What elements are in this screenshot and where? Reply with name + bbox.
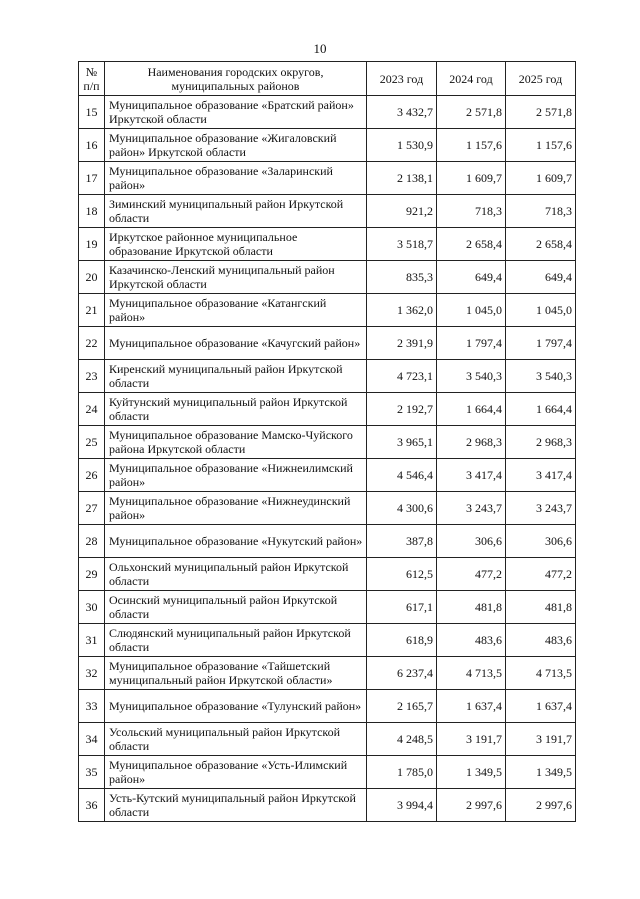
row-number: 23 [79,360,105,393]
row-number: 18 [79,195,105,228]
value-2024: 1 637,4 [437,690,506,723]
municipality-name: Муниципальное образование Мамско-Чуйского района Иркутской области [105,426,367,459]
municipality-name: Осинский муниципальный район Иркутской области [105,591,367,624]
municipality-name: Усть-Кутский муниципальный район Иркутской области [105,789,367,822]
value-2025: 1 349,5 [506,756,576,789]
table-row [79,624,576,657]
value-2024: 1 609,7 [437,162,506,195]
value-2025: 1 664,4 [506,393,576,426]
row-number: 34 [79,723,105,756]
value-2024: 1 045,0 [437,294,506,327]
header-2023: 2023 год [367,62,437,96]
municipality-name: Муниципальное образование «Заларинский район» [105,162,367,195]
municipality-name: Казачинско-Ленский муниципальный район Иркутской области [105,261,367,294]
value-2023: 1 785,0 [367,756,437,789]
value-2025: 477,2 [506,558,576,591]
value-2025: 1 157,6 [506,129,576,162]
value-2025: 481,8 [506,591,576,624]
table-row [79,690,576,723]
value-2023: 2 165,7 [367,690,437,723]
table-row [79,162,576,195]
value-2025: 2 997,6 [506,789,576,822]
table-row [79,96,576,129]
value-2023: 4 248,5 [367,723,437,756]
row-number: 22 [79,327,105,360]
table-row [79,756,576,789]
value-2024: 1 664,4 [437,393,506,426]
value-2024: 1 349,5 [437,756,506,789]
value-2025: 1 609,7 [506,162,576,195]
table-row [79,327,576,360]
value-2023: 4 300,6 [367,492,437,525]
value-2023: 1 362,0 [367,294,437,327]
value-2023: 617,1 [367,591,437,624]
municipality-name: Ольхонский муниципальный район Иркутской области [105,558,367,591]
municipality-name: Куйтунский муниципальный район Иркутской области [105,393,367,426]
table-header [79,62,576,96]
value-2025: 2 968,3 [506,426,576,459]
row-number: 31 [79,624,105,657]
value-2024: 3 243,7 [437,492,506,525]
table-row [79,591,576,624]
value-2024: 3 417,4 [437,459,506,492]
table-row [79,426,576,459]
value-2025: 2 658,4 [506,228,576,261]
table-row [79,393,576,426]
row-number: 36 [79,789,105,822]
municipality-name: Муниципальное образование «Нижнеилимский район» [105,459,367,492]
row-number: 19 [79,228,105,261]
value-2024: 2 571,8 [437,96,506,129]
value-2024: 2 658,4 [437,228,506,261]
table-row [79,360,576,393]
value-2024: 718,3 [437,195,506,228]
header-number: № п/п [79,62,105,96]
value-2023: 3 994,4 [367,789,437,822]
value-2023: 1 530,9 [367,129,437,162]
table-row [79,261,576,294]
value-2024: 4 713,5 [437,657,506,690]
table-row [79,492,576,525]
value-2023: 2 391,9 [367,327,437,360]
value-2025: 4 713,5 [506,657,576,690]
value-2023: 3 518,7 [367,228,437,261]
value-2023: 2 192,7 [367,393,437,426]
value-2024: 481,8 [437,591,506,624]
municipality-name: Муниципальное образование «Катангский район» [105,294,367,327]
value-2025: 3 417,4 [506,459,576,492]
value-2025: 3 540,3 [506,360,576,393]
row-number: 27 [79,492,105,525]
value-2025: 1 045,0 [506,294,576,327]
table-row [79,228,576,261]
header-2025: 2025 год [506,62,576,96]
table-row [79,657,576,690]
municipality-name: Муниципальное образование «Нижнеудинский район» [105,492,367,525]
table-row [79,459,576,492]
value-2025: 3 191,7 [506,723,576,756]
table-row [79,129,576,162]
value-2023: 618,9 [367,624,437,657]
row-number: 16 [79,129,105,162]
value-2024: 1 797,4 [437,327,506,360]
value-2024: 477,2 [437,558,506,591]
value-2023: 4 546,4 [367,459,437,492]
municipality-name: Муниципальное образование «Тулунский район» [105,690,367,723]
value-2023: 612,5 [367,558,437,591]
row-number: 33 [79,690,105,723]
municipality-name: Муниципальное образование «Братский район» Иркутской области [105,96,367,129]
value-2023: 4 723,1 [367,360,437,393]
municipality-name: Зиминский муниципальный район Иркутской области [105,195,367,228]
municipality-name: Усольский муниципальный район Иркутской области [105,723,367,756]
municipality-name: Слюдянский муниципальный район Иркутской области [105,624,367,657]
value-2025: 718,3 [506,195,576,228]
table-row [79,195,576,228]
header-2024: 2024 год [437,62,506,96]
table-row [79,525,576,558]
value-2023: 387,8 [367,525,437,558]
value-2024: 306,6 [437,525,506,558]
value-2025: 649,4 [506,261,576,294]
value-2023: 3 965,1 [367,426,437,459]
value-2025: 1 637,4 [506,690,576,723]
row-number: 24 [79,393,105,426]
row-number: 20 [79,261,105,294]
value-2024: 3 540,3 [437,360,506,393]
row-number: 17 [79,162,105,195]
value-2024: 3 191,7 [437,723,506,756]
value-2025: 3 243,7 [506,492,576,525]
value-2023: 6 237,4 [367,657,437,690]
value-2024: 2 997,6 [437,789,506,822]
value-2023: 921,2 [367,195,437,228]
page-number: 10 [313,41,327,56]
table-row [79,294,576,327]
value-2023: 3 432,7 [367,96,437,129]
table-row [79,723,576,756]
municipality-name: Муниципальное образование «Нукутский район» [105,525,367,558]
value-2024: 649,4 [437,261,506,294]
municipality-name: Муниципальное образование «Жигаловский район» Иркутской области [105,129,367,162]
table-body [79,96,576,822]
value-2025: 1 797,4 [506,327,576,360]
value-2024: 2 968,3 [437,426,506,459]
value-2025: 2 571,8 [506,96,576,129]
header-row [79,62,576,96]
table-row [79,789,576,822]
row-number: 35 [79,756,105,789]
row-number: 29 [79,558,105,591]
municipality-name: Киренский муниципальный район Иркутской области [105,360,367,393]
header-name: Наименования городских округов, муниципальных районов [105,62,367,96]
row-number: 25 [79,426,105,459]
municipality-name: Иркутское районное муниципальное образование Иркутской области [105,228,367,261]
value-2024: 1 157,6 [437,129,506,162]
row-number: 30 [79,591,105,624]
municipality-name: Муниципальное образование «Тайшетский муниципальный район Иркутской области» [105,657,367,690]
municipality-name: Муниципальное образование «Качугский район» [105,327,367,360]
value-2025: 483,6 [506,624,576,657]
allocation-table [78,61,576,822]
value-2023: 2 138,1 [367,162,437,195]
value-2025: 306,6 [506,525,576,558]
row-number: 15 [79,96,105,129]
row-number: 26 [79,459,105,492]
table-row [79,558,576,591]
row-number: 32 [79,657,105,690]
row-number: 21 [79,294,105,327]
municipality-name: Муниципальное образование «Усть-Илимский район» [105,756,367,789]
row-number: 28 [79,525,105,558]
value-2024: 483,6 [437,624,506,657]
value-2023: 835,3 [367,261,437,294]
